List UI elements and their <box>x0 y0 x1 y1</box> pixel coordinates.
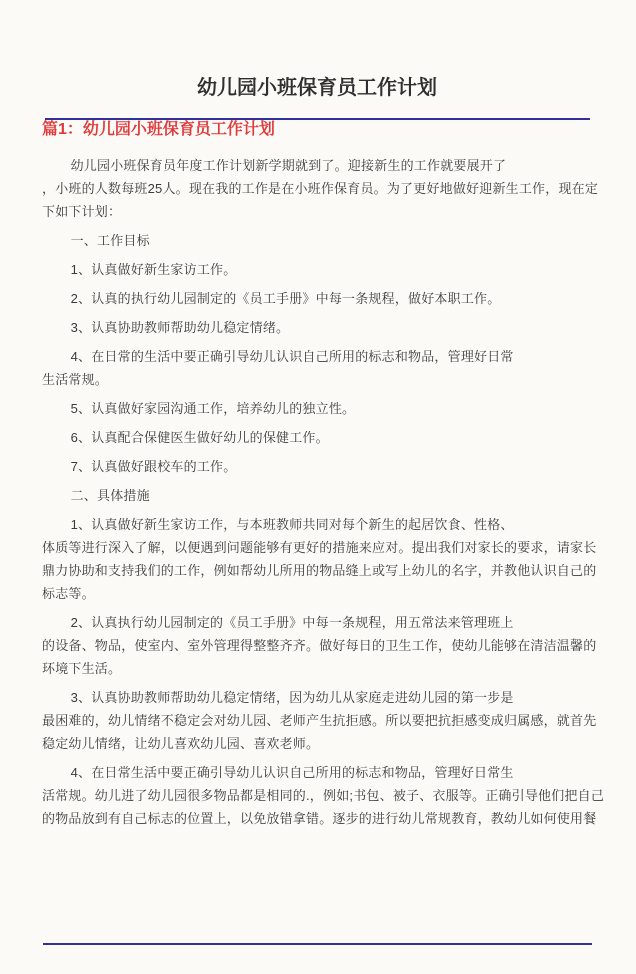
document-page <box>0 74 636 974</box>
paragraph <box>42 397 598 420</box>
bottom-divider <box>43 943 592 945</box>
text-line: 幼儿园小班保育员年度工作计划新学期就到了。迎接新生的工作就要展开了 <box>70 158 507 173</box>
paragraph <box>42 761 605 830</box>
text-line: 稳定幼儿情绪，让幼儿喜欢幼儿园、喜欢老师。 <box>42 736 320 751</box>
paragraph <box>42 229 598 252</box>
text-line: 7、认真做好跟校车的工作。 <box>70 459 237 474</box>
text-line: 一、工作目标 <box>70 233 150 248</box>
paragraph <box>42 316 598 339</box>
text-line: 6、认真配合保健医生做好幼儿的保健工作。 <box>70 430 329 445</box>
text-line: 标志等。 <box>42 586 95 601</box>
text-line: 2、认真的执行幼儿园制定的《员工手册》中每一条规程，做好本职工作。 <box>70 291 501 306</box>
text-line: 下如下计划： <box>42 204 122 219</box>
paragraph <box>42 426 598 449</box>
paragraph <box>42 484 598 507</box>
top-divider <box>45 118 590 120</box>
paragraph <box>42 513 598 605</box>
text-line: 4、在日常生活中要正确引导幼儿认识自己所用的标志和物品，管理好日常生 <box>70 765 514 780</box>
text-line: 3、认真协助教师帮助幼儿稳定情绪，因为幼儿从家庭走进幼儿园的第一步是 <box>70 690 514 705</box>
text-line: 二、具体措施 <box>70 488 150 503</box>
text-line: 最困难的，幼儿情绪不稳定会对幼儿园、老师产生抗拒感。所以要把抗拒感变成归属感，就首先 <box>42 713 597 728</box>
paragraph <box>42 455 598 478</box>
document-body <box>42 154 605 830</box>
paragraph <box>42 611 598 680</box>
text-line: 3、认真协助教师帮助幼儿稳定情绪。 <box>70 320 290 335</box>
text-line: 活常规。幼儿进了幼儿园很多物品都是相同的.，例如;书包、被子、衣服等。正确引导他们把自己 <box>42 788 605 803</box>
page-title: 幼儿园小班保育员工作计划 <box>197 77 437 99</box>
text-line: ，小班的人数每班25人。现在我的工作是在小班作保育员。为了更好地做好迎新生工作，现在定 <box>42 181 599 196</box>
text-line: 2、认真执行幼儿园制定的《员工手册》中每一条规程，用五常法来管理班上 <box>70 615 514 630</box>
paragraph <box>42 258 598 281</box>
paragraph <box>42 686 598 755</box>
text-line: 生活常规。 <box>42 372 109 387</box>
text-line: 1、认真做好新生家访工作，与本班教师共同对每个新生的起居饮食、性格、 <box>70 517 514 532</box>
paragraph <box>42 287 598 310</box>
text-line: 环境下生活。 <box>42 661 122 676</box>
text-line: 体质等进行深入了解，以便遇到问题能够有更好的措施来应对。提出我们对家长的要求，请家长 <box>42 540 597 555</box>
section-heading: 篇1：幼儿园小班保育员工作计划 <box>42 121 275 138</box>
paragraph <box>42 154 598 223</box>
text-line: 的设备、物品，使室内、室外管理得整整齐齐。做好每日的卫生工作，使幼儿能够在清洁温馨的 <box>42 638 597 653</box>
text-line: 5、认真做好家园沟通工作，培养幼儿的独立性。 <box>70 401 356 416</box>
text-line: 的物品放到有自己标志的位置上，以免放错拿错。逐步的进行幼儿常规教育，教幼儿如何使用餐 <box>42 811 597 826</box>
paragraph <box>42 345 598 391</box>
text-line: 4、在日常的生活中要正确引导幼儿认识自己所用的标志和物品，管理好日常 <box>70 349 514 364</box>
text-line: 1、认真做好新生家访工作。 <box>70 262 237 277</box>
text-line: 鼎力协助和支持我们的工作，例如帮幼儿所用的物品缝上或写上幼儿的名字，并教他认识自己的 <box>42 563 597 578</box>
